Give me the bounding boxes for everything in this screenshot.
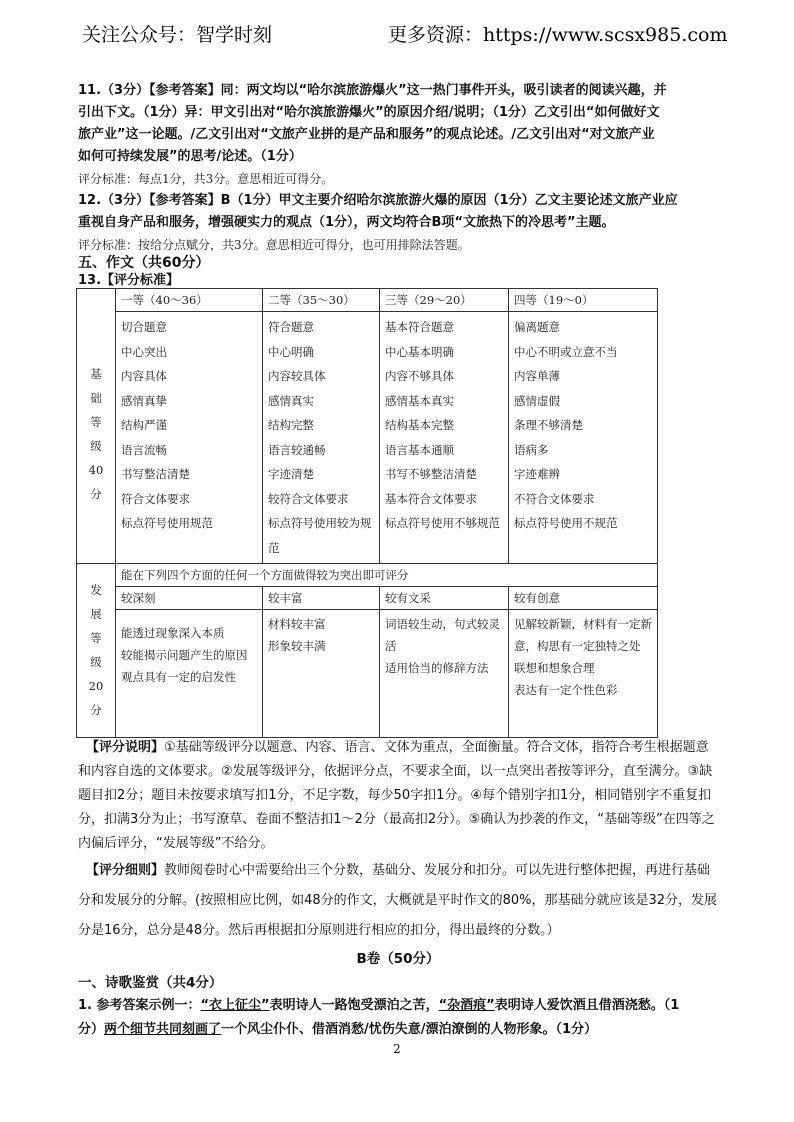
section-title: 五、作文（共60分）: [78, 255, 210, 271]
scoring-explain: [78, 736, 718, 856]
base-level-4: [509, 312, 658, 564]
dev-col-1: [116, 610, 263, 738]
criterion: 中心明确: [268, 344, 314, 359]
criterion: 感情虚假: [514, 393, 560, 408]
label-char: 20: [88, 679, 104, 693]
label-char: 级: [90, 655, 102, 669]
criterion: 感情真实: [268, 393, 314, 408]
criterion: 标点符号使用不规范: [514, 516, 618, 530]
label-char: 等: [90, 631, 102, 645]
table-row: [77, 610, 658, 738]
base-level-2: [263, 312, 380, 564]
criterion: 不符合文体要求: [514, 491, 595, 506]
label-char: 分: [90, 486, 102, 501]
page-number: 2: [393, 1042, 401, 1056]
criterion: 语言基本通顺: [385, 442, 454, 457]
criterion: 偏离题意: [514, 320, 560, 334]
criterion: 标点符号使用规范: [121, 516, 213, 530]
dev-head: 较有文采: [380, 587, 509, 610]
criterion: 适用恰当的修辞方法: [385, 661, 489, 675]
criterion: 能透过现象深入本质: [121, 626, 225, 640]
criterion: 内容不够具体: [385, 369, 454, 383]
criterion: 条理不够清楚: [514, 418, 583, 432]
label-char: 分: [90, 703, 102, 717]
dev-head: 较深刻: [116, 587, 263, 610]
criterion: 联想和想象合理: [514, 661, 595, 675]
base-label: [77, 312, 116, 564]
criterion: 中心不明或立意不当: [514, 344, 618, 359]
criterion: 语病多: [514, 442, 549, 457]
criterion: 感情基本真实: [385, 393, 454, 408]
criterion: 标点符号使用较为规范: [268, 516, 372, 555]
explain-text: ①基础等级评分以题意、内容、语言、文体为重点，全面衡量。符合文体，指符合考生根据题意和内容自选的文体要求。②发展等级评分，依据评分点，不要求全面，以一点突出者按等评分，直至满分。③缺题目扣2分；题目未按要求填写扣1分，不足字数，每少50字扣1分。④每个错别字扣1分，相同错别字不重复扣分，扣满3分为止；书写潦草、卷面不整洁扣1～2分（最高扣2分）。⑤确认为抄袭的作文，“基础等级”在四等之内偏后评分，“发展等级”不给分。: [78, 740, 715, 851]
q11-line: 引出下文。（1分）异：甲文引出对“哈尔滨旅游爆火”的原因介绍/说明；（1分）乙文引出“如何做好文: [78, 105, 660, 120]
partb-title: B卷（50分）: [356, 951, 440, 967]
criterion: 形象较丰满: [268, 639, 326, 653]
partb-answer: [78, 994, 718, 1042]
q11-standard: 评分标准：每点1分，共3分。意思相近可得分。: [78, 172, 334, 186]
q11-line: 旅产业”这一论题。/乙文引出对“文旅产业拼的是产品和服务”的观点论述。/乙文引出对“对文旅产业: [78, 127, 655, 142]
criterion: 结构严谨: [121, 418, 167, 432]
criterion: 结构完整: [268, 418, 314, 432]
base-level-1: [116, 312, 263, 564]
criterion: 书写不够整洁清楚: [385, 467, 477, 481]
label-char: 级: [90, 438, 102, 453]
partb-section-title: 一、诗歌鉴赏（共4分）: [78, 975, 223, 991]
answer-text: 表明诗人一路饱受漂泊之苦，: [269, 998, 439, 1013]
table-row: [77, 587, 658, 610]
table-row: [77, 312, 658, 564]
detail-text: 教师阅卷时心中需要给出三个分数，基础分、发展分和扣分。可以先进行整体把握，再进行基础分和发展分的分解。(按照相应比例，如48分的作文，大概就是平时作文的80%，那基础分就应该是32分，发展分是16分，总分是48分。然后再根据扣分原则进行相应的扣分，得出最终的分数。）: [78, 863, 718, 938]
dev-col-2: [263, 610, 380, 738]
dev-head: 较丰富: [263, 587, 380, 610]
criterion: 符合文体要求: [121, 491, 190, 506]
q12-line: 12.（3分）【参考答案】B（1分）甲文主要介绍哈尔滨旅游火爆的原因（1分）乙文主要论述文旅产业应: [78, 193, 678, 208]
criterion: 感情真挚: [121, 393, 167, 408]
base-level-3: [380, 312, 509, 564]
criterion: 符合题意: [268, 320, 314, 334]
criterion: 内容具体: [121, 369, 167, 383]
dev-note: 能在下列四个方面的任何一个方面做得较为突出即可评分: [116, 564, 658, 587]
criterion: 语言流畅: [121, 442, 167, 457]
criterion: 书写整洁清楚: [121, 467, 190, 481]
criterion: 内容单薄: [514, 369, 560, 383]
answer-underlined: 两个细节共同刻画了: [104, 1022, 222, 1037]
criterion: 较能揭示问题产生的原因: [121, 648, 248, 662]
label-char: 础: [90, 390, 102, 405]
dev-col-4: [509, 610, 658, 738]
criterion: 基本符合题意: [385, 320, 454, 334]
level-head: 一等（40～36）: [116, 289, 263, 312]
detail-label: 【评分细则】: [86, 863, 165, 878]
header-left: 关注公众号：智学时刻: [82, 24, 273, 46]
label-char: 基: [90, 366, 102, 381]
criterion: 中心基本明确: [385, 344, 454, 359]
criterion: 字迹清楚: [268, 467, 314, 481]
dev-col-3: [380, 610, 509, 738]
header-right: 更多资源：https://www.scsx985.com: [388, 24, 728, 46]
label-char: 40: [88, 462, 104, 477]
q11-line: 如何可持续发展”的思考/论述。（1分）: [78, 149, 302, 164]
q12-standard: 评分标准：按给分点赋分，共3分。意思相近可得分，也可用排除法答题。: [78, 238, 470, 252]
criterion: 表达有一定个性色彩: [514, 683, 618, 697]
answer-line: [78, 994, 718, 1018]
answer-text: 分）: [78, 1022, 105, 1037]
criterion: 切合题意: [121, 320, 167, 334]
label-char: 展: [90, 607, 102, 621]
level-head: 四等（19～0）: [509, 289, 658, 312]
criterion: 结构基本完整: [385, 418, 454, 432]
explain-label: 【评分说明】: [86, 740, 165, 755]
criterion: 观点具有一定的启发性: [121, 670, 236, 684]
dev-label: [77, 564, 116, 738]
criterion: 材料较丰富: [268, 617, 326, 631]
criterion: 标点符号使用不够规范: [385, 516, 500, 530]
table-row: [77, 289, 658, 312]
rubric-table: [76, 288, 658, 738]
criterion: 基本符合文体要求: [385, 491, 477, 506]
level-head: 二等（35～30）: [263, 289, 380, 312]
criterion: 内容较具体: [268, 369, 326, 383]
criterion: 中心突出: [121, 344, 167, 359]
corner-cell: [77, 289, 116, 312]
criterion: 见解较新颖，材料有一定新意，构思有一定独特之处: [514, 617, 652, 653]
answer-underlined: “杂酒痕”: [438, 998, 495, 1013]
q13-label: 13.【评分标准】: [78, 273, 180, 288]
dev-head: 较有创意: [509, 587, 658, 610]
answer-line: [78, 1018, 718, 1042]
criterion: 词语较生动，句式较灵活: [385, 617, 500, 653]
label-char: 等: [90, 414, 102, 429]
answer-underlined: “衣上征尘”: [200, 998, 270, 1013]
criterion: 较符合文体要求: [268, 491, 349, 506]
level-head: 三等（29～20）: [380, 289, 509, 312]
answer-text: 一个风尘仆仆、借酒消愁/忧伤失意/漂泊潦倒的人物形象。（1分）: [221, 1022, 598, 1037]
q12-answer: [78, 190, 718, 234]
criterion: 语言较通畅: [268, 442, 326, 457]
q11-answer: [78, 80, 718, 168]
label-char: 发: [90, 583, 102, 597]
answer-text: 表明诗人爱饮酒且借酒浇愁。（1: [494, 998, 680, 1013]
criterion: 字迹难辨: [514, 467, 560, 481]
q11-line: 11.（3分）【参考答案】同：两文均以“哈尔滨旅游爆火”这一热门事件开头，吸引读者的阅读兴趣，并: [78, 83, 667, 98]
table-row: [77, 564, 658, 587]
answer-text: 1. 参考答案示例一：: [78, 998, 201, 1013]
scoring-detail: [78, 856, 718, 946]
q12-line: 重视自身产品和服务，增强硬实力的观点（1分），两文均符合B项“文旅热下的冷思考”主题。: [78, 215, 615, 230]
